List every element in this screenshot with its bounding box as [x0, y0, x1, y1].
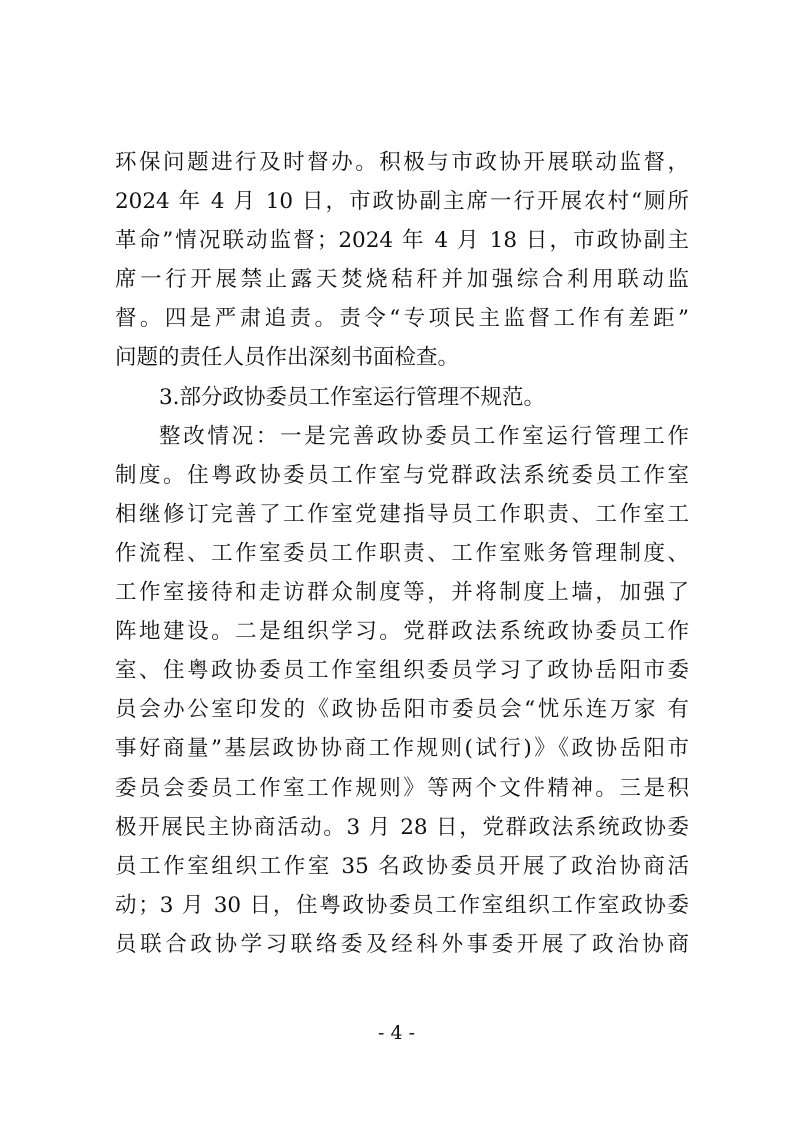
text-line: 动；3 月 30 日，住粤政协委员工作室组织工作室政协委: [115, 892, 689, 918]
text-line: 环保问题进行及时督办。积极与市政协开展联动监督，: [115, 150, 689, 175]
text-line: 问题的责任人员作出深刻书面检查。: [115, 345, 460, 371]
text-line: 员联合政协学习联络委及经科外事委开展了政治协商: [115, 931, 689, 957]
page-number: - 4 -: [377, 1022, 415, 1044]
text-line: 革命”情况联动监督；2024 年 4 月 18 日，市政协副主: [115, 228, 689, 254]
text-line: 委员会委员工作室工作规则》等两个文件精神。三是积: [115, 775, 689, 801]
body-text: [115, 143, 689, 964]
text-line: 阵地建设。二是组织学习。党群政法系统政协委员工作: [115, 619, 689, 645]
text-line: 室、住粤政协委员工作室组织委员学习了政协岳阳市委: [115, 658, 689, 684]
text-line: 工作室接待和走访群众制度等，并将制度上墙，加强了: [115, 580, 689, 606]
text-line: 作流程、工作室委员工作职责、工作室账务管理制度、: [115, 540, 689, 566]
section-heading: 3.部分政协委员工作室运行管理不规范。: [159, 384, 546, 410]
text-line: 制度。住粤政协委员工作室与党群政法系统委员工作室: [115, 462, 689, 488]
text-line: 相继修订完善了工作室党建指导员工作职责、工作室工: [115, 501, 689, 527]
text-line: 席一行开展禁止露天焚烧秸秆并加强综合利用联动监: [115, 267, 689, 293]
text-line: 整改情况：一是完善政协委员工作室运行管理工作: [159, 423, 689, 449]
text-line: 督。四是严肃追责。责令“专项民主监督工作有差距”: [115, 306, 689, 332]
text-line: 事好商量”基层政协协商工作规则(试行)》《政协岳阳市: [115, 736, 689, 762]
text-line: 员工作室组织工作室 35 名政协委员开展了政治协商活: [115, 853, 689, 879]
text-line: 员会办公室印发的《政协岳阳市委员会“忧乐连万家 有: [115, 697, 689, 723]
text-line: 极开展民主协商活动。3 月 28 日，党群政法系统政协委: [115, 814, 689, 840]
text-line: 2024 年 4 月 10 日，市政协副主席一行开展农村“厕所: [115, 189, 689, 215]
